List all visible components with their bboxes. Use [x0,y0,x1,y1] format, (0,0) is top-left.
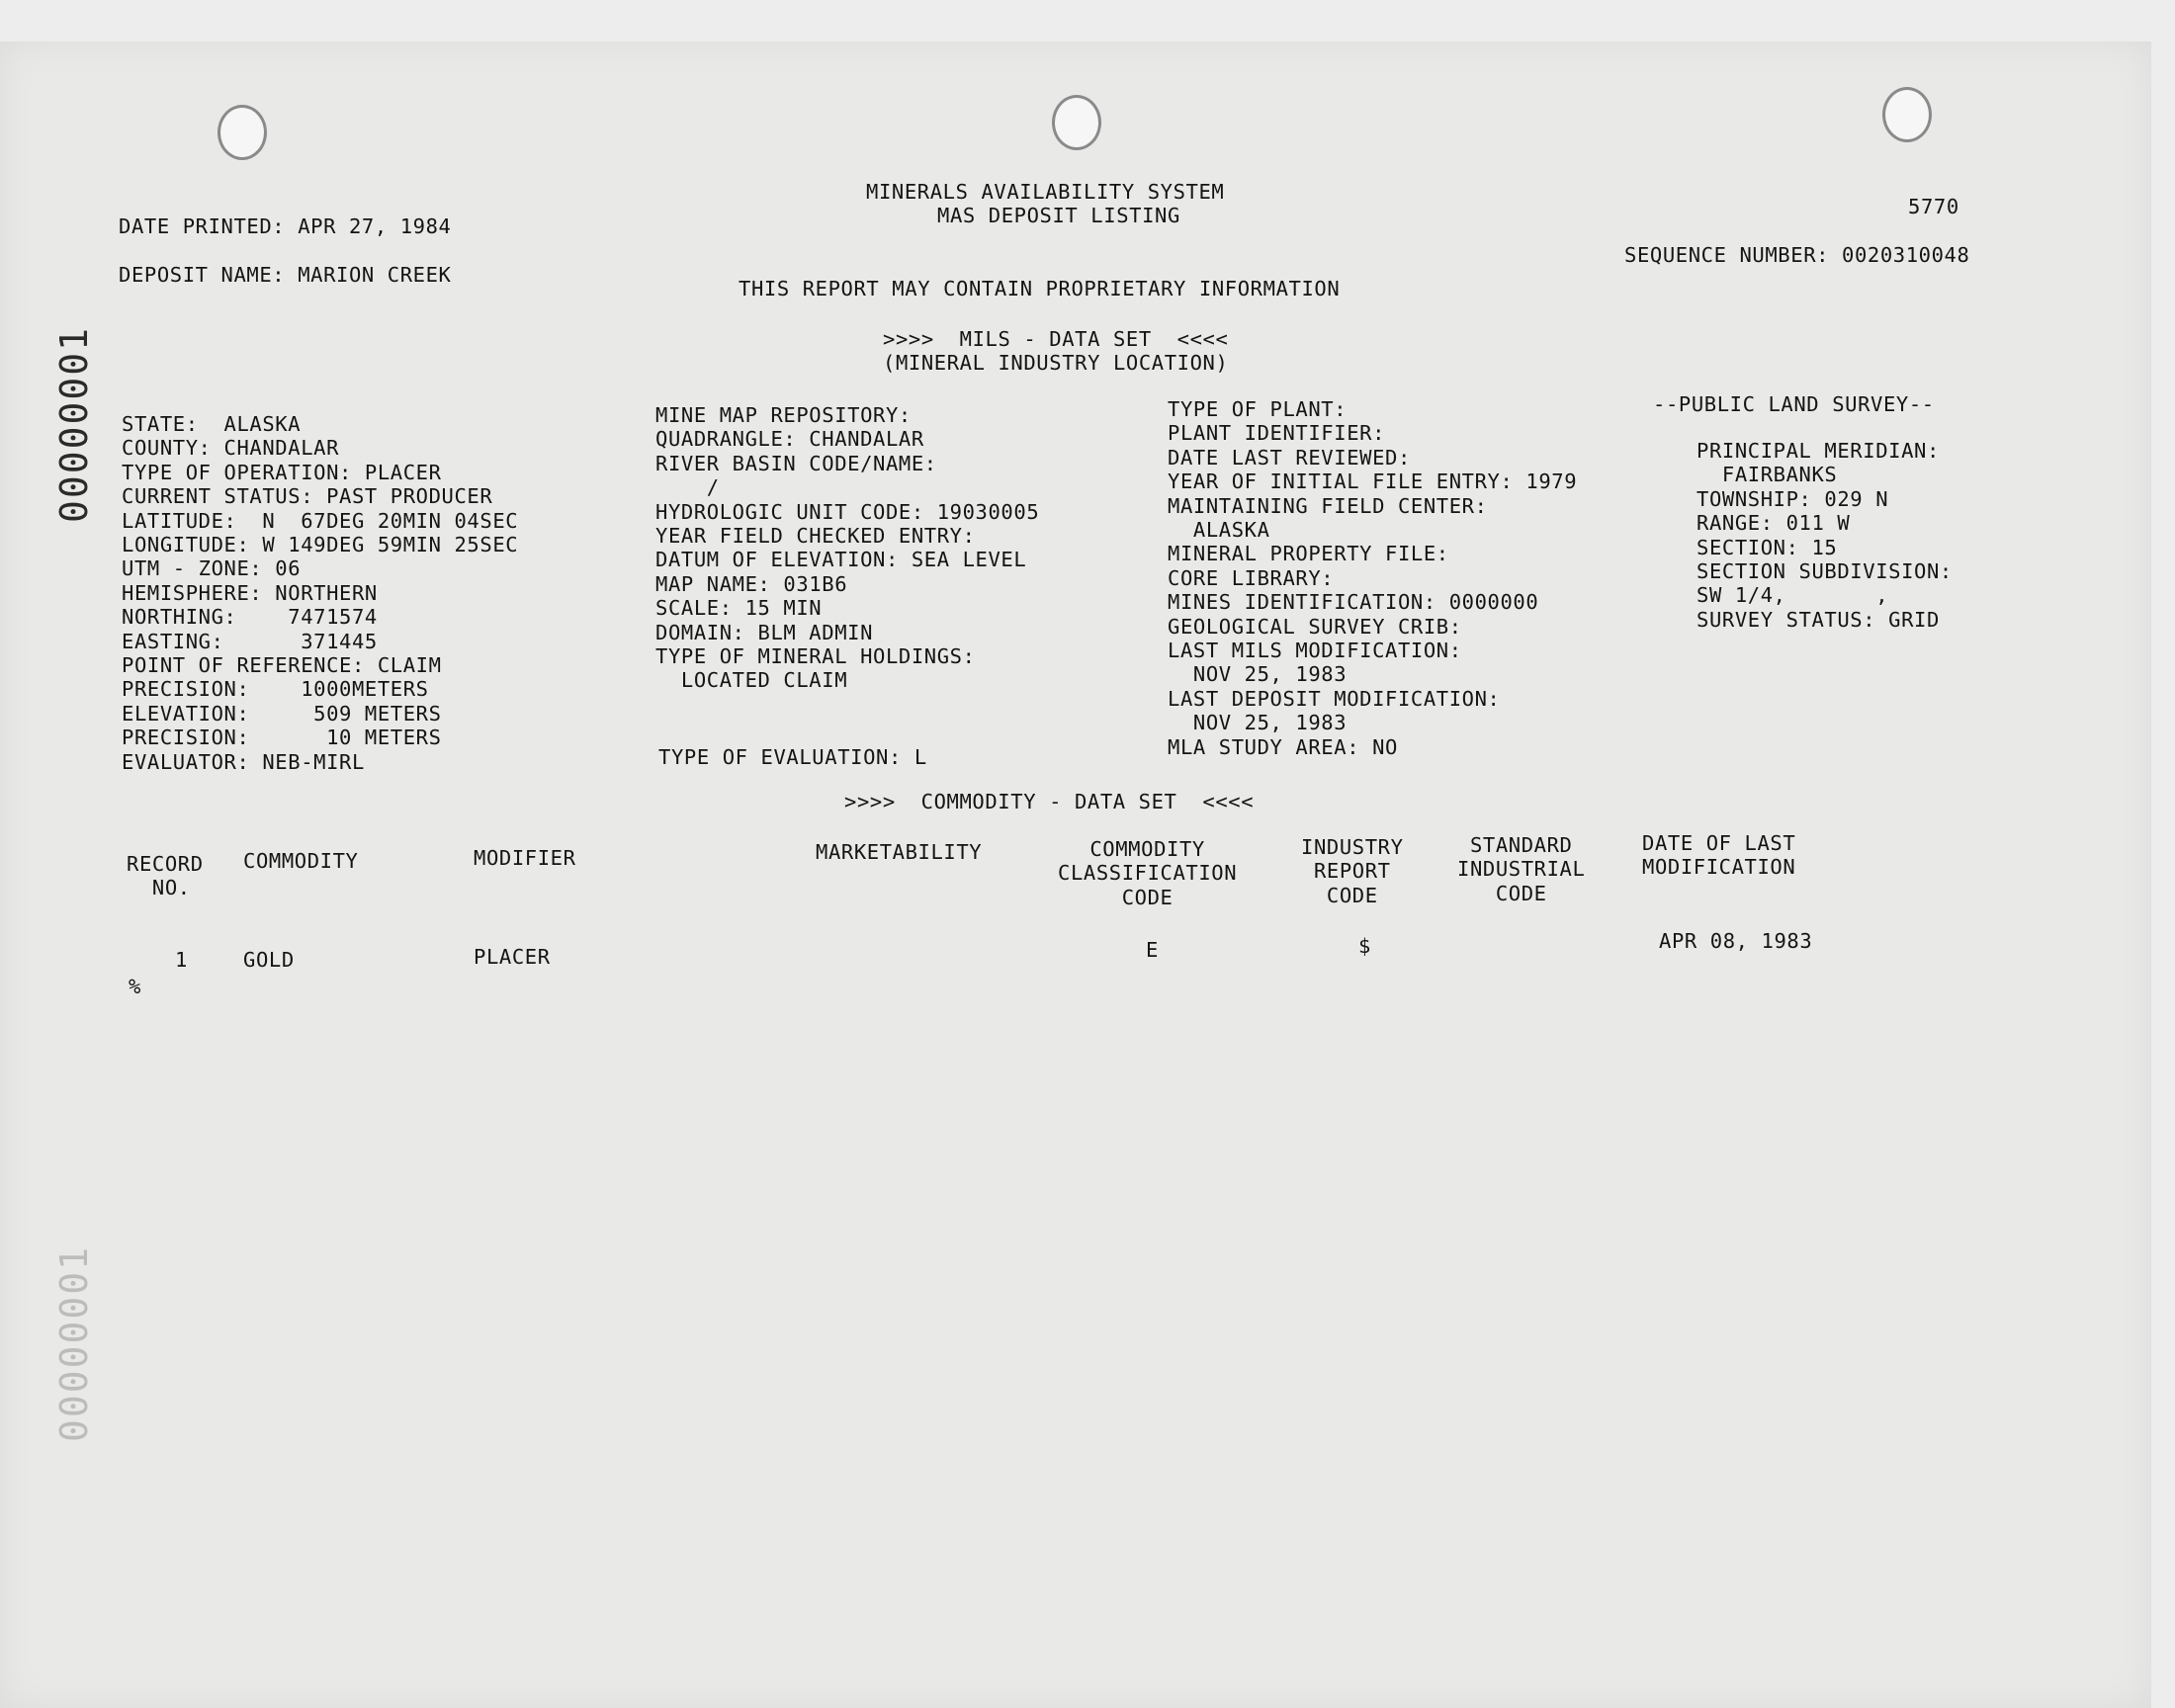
last-mils-modification-field: LAST MILS MODIFICATION: [1168,639,1462,663]
system-title: MINERALS AVAILABILITY SYSTEM [866,180,1225,204]
point-of-reference-field: POINT OF REFERENCE: CLAIM [122,653,442,678]
maintaining-field-center-field: MAINTAINING FIELD CENTER: [1168,493,1488,518]
mineral-holdings-value: LOCATED CLAIM [655,668,848,693]
principal-meridian-field: PRINCIPAL MERIDIAN: [1696,439,1940,463]
latitude-field: LATITUDE: N 67DEG 20MIN 04SEC [122,508,519,533]
mines-identification-field: MINES IDENTIFICATION: 0000000 [1168,590,1539,615]
row-industry-report-code: $ [1358,934,1371,958]
mine-map-repository-field: MINE MAP REPOSITORY: [655,403,912,427]
longitude-field: LONGITUDE: W 149DEG 59MIN 25SEC [122,533,519,557]
elevation-field: ELEVATION: 509 METERS [122,701,442,726]
mils-section-subtitle: (MINERAL INDUSTRY LOCATION) [883,351,1229,375]
header-marketability: MARKETABILITY [816,840,983,864]
plant-identifier-field: PLANT IDENTIFIER: [1168,421,1386,446]
punch-hole-right [1882,87,1932,142]
county-field: COUNTY: CHANDALAR [122,436,340,461]
page-number: 5770 [1908,195,1959,218]
principal-meridian-value: FAIRBANKS [1696,463,1838,487]
type-of-plant-field: TYPE OF PLANT: [1168,397,1348,421]
location-precision-field: PRECISION: 1000METERS [122,677,429,702]
range-field: RANGE: 011 W [1696,511,1851,536]
mils-section-title: >>>> MILS - DATA SET <<<< [883,327,1229,351]
header-commodity: COMMODITY [243,849,359,873]
margin-sequence-stamp-faint: 00000001 [52,1245,96,1443]
river-basin-field: RIVER BASIN CODE/NAME: [655,451,937,475]
commodity-section-title: >>>> COMMODITY - DATA SET <<<< [844,790,1255,813]
row-record-no: 1 [175,948,188,972]
margin-sequence-stamp: 00000001 [52,326,96,524]
quadrangle-field: QUADRANGLE: CHANDALAR [655,427,924,452]
operation-type-field: TYPE OF OPERATION: PLACER [122,460,442,484]
header-modifier: MODIFIER [474,846,576,870]
header-classification-code: COMMODITY CLASSIFICATION CODE [1058,837,1238,909]
last-deposit-modification-field: LAST DEPOSIT MODIFICATION: [1168,686,1501,711]
mineral-property-file-field: MINERAL PROPERTY FILE: [1168,542,1449,566]
header-industry-report-code: INDUSTRY REPORT CODE [1301,835,1404,907]
plant-column [1168,397,1577,759]
row-classification-code: E [1146,938,1159,962]
maintaining-field-center-value: ALASKA [1168,518,1270,543]
header-record-no: RECORD NO. [127,852,204,900]
row-date-of-last-modification: APR 08, 1983 [1659,929,1813,953]
northing-field: NORTHING: 7471574 [122,605,378,630]
date-printed: DATE PRINTED: APR 27, 1984 [119,214,452,238]
utm-zone-field: UTM - ZONE: 06 [122,556,302,581]
initial-file-entry-field: YEAR OF INITIAL FILE ENTRY: 1979 [1168,470,1578,494]
scale-field: SCALE: 15 MIN [655,596,823,621]
end-of-record-mark: % [129,975,141,998]
listing-title: MAS DEPOSIT LISTING [937,204,1180,227]
current-status-field: CURRENT STATUS: PAST PRODUCER [122,484,493,509]
elevation-precision-field: PRECISION: 10 METERS [122,726,442,750]
evaluator-field: EVALUATOR: NEB-MIRL [122,749,365,774]
section-subdivision-value: SW 1/4, , [1696,583,1889,608]
row-commodity: GOLD [243,948,295,972]
last-deposit-modification-value: NOV 25, 1983 [1168,711,1348,735]
mineral-holdings-field: TYPE OF MINERAL HOLDINGS: [655,644,976,669]
date-last-reviewed-field: DATE LAST REVIEWED: [1168,445,1411,470]
hemisphere-field: HEMISPHERE: NORTHERN [122,580,378,605]
map-name-field: MAP NAME: 031B6 [655,571,848,596]
location-column [122,412,518,774]
core-library-field: CORE LIBRARY: [1168,565,1335,590]
year-field-checked-field: YEAR FIELD CHECKED ENTRY: [655,524,976,549]
proprietary-notice: THIS REPORT MAY CONTAIN PROPRIETARY INFORMATION [739,277,1341,300]
datum-of-elevation-field: DATUM OF ELEVATION: SEA LEVEL [655,548,1027,572]
last-mils-modification-value: NOV 25, 1983 [1168,662,1348,687]
state-field: STATE: ALASKA [122,412,302,436]
header-date-of-last-modification: DATE OF LAST MODIFICATION [1642,831,1796,880]
sequence-number: SEQUENCE NUMBER: 0020310048 [1624,243,1970,267]
domain-field: DOMAIN: BLM ADMIN [655,620,874,644]
header-standard-industrial-code: STANDARD INDUSTRIAL CODE [1457,833,1586,905]
public-land-survey-title: --PUBLIC LAND SURVEY-- [1653,392,1935,416]
river-basin-value: / [655,475,720,500]
row-modifier: PLACER [474,945,551,969]
map-column [655,403,1039,693]
mla-study-area-field: MLA STUDY AREA: NO [1168,734,1398,759]
section-field: SECTION: 15 [1696,535,1838,559]
type-of-evaluation-field: TYPE OF EVALUATION: L [658,745,927,769]
geological-survey-crib-field: GEOLOGICAL SURVEY CRIB: [1168,614,1462,639]
deposit-name: DEPOSIT NAME: MARION CREEK [119,263,452,287]
hydrologic-unit-field: HYDROLOGIC UNIT CODE: 19030005 [655,499,1040,524]
township-field: TOWNSHIP: 029 N [1696,486,1889,511]
punch-hole-center [1052,95,1101,150]
easting-field: EASTING: 371445 [122,629,378,653]
section-subdivision-field: SECTION SUBDIVISION: [1696,559,1953,584]
punch-hole-left [218,105,267,160]
survey-status-field: SURVEY STATUS: GRID [1696,607,1940,632]
land-survey-column [1696,439,1953,632]
